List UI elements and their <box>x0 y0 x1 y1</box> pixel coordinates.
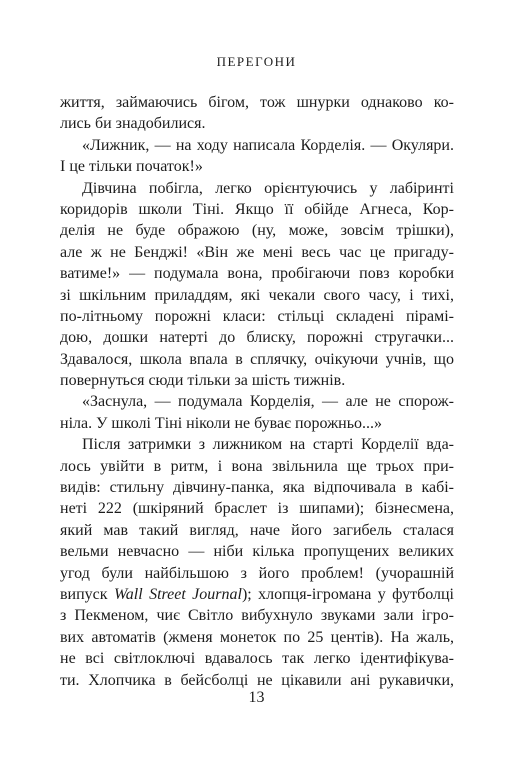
newspaper-title: Wall Street Journal <box>113 585 242 603</box>
text-line: ти. Хлопчика в бейсболці не цікавили ані рукавички, <box>60 671 454 689</box>
text-line: Після затримки з лижником на старті Корделії вда- <box>82 436 454 454</box>
text-line: не всі світлоключі вдавалось так легко ідентифікува- <box>60 650 454 668</box>
text-line: життя, займаючись бігом, тож шнурки однаково ко- <box>60 94 454 111</box>
text-line: коридорів школи Тіні. Якщо її обійде Агнеса, Кор- <box>60 200 454 218</box>
text-line: «Лижник, — на ходу написала Корделія. — Окуляри. <box>82 136 454 154</box>
text-line: Дівчина побігла, легко орієнтуючись у лабіринті <box>82 179 454 197</box>
text-line: неті 222 (шкіряний браслет із шипами); бізнесмена, <box>60 500 454 518</box>
text-line: ватиме!» — подумала вона, пробігаючи повз коробки <box>60 265 454 283</box>
text-line: ніла. У школі Тіні ніколи не буває порожньо...» <box>60 414 383 432</box>
text-line: Здавалося, школа впала в сплячку, очікуючи учнів, що <box>60 350 454 368</box>
text-line: вельми невчасно — ніби кілька пропущених великих <box>60 543 454 561</box>
text-line: угод були найбільшою з його проблем! (учорашній <box>60 564 454 582</box>
text-line: по-літньому порожні класи: стільці складені пірамі- <box>60 307 454 325</box>
text-line: делія не буде ображою (ну, може, зовсім трішки), <box>60 222 454 240</box>
text-line: «Заснула, — подумала Корделія, — але не спорож- <box>82 393 454 411</box>
text-line: дою, дошки натерті до блиску, порожні стругачки... <box>60 329 454 347</box>
text-line: вих автоматів (жменя монеток по 25 центів). На жаль, <box>60 628 454 646</box>
text-line: лись би знадобилися. <box>60 115 206 133</box>
text-line: але ж не Бенджі! «Він же мені весь час це пригаду- <box>60 243 454 261</box>
text-line: зі шкільним приладдям, які чекали свого часу, і тихі, <box>60 286 454 304</box>
text-line: з Пекменом, чиє Світло вибухнуло звуками зали ігро- <box>60 607 454 625</box>
text-line: видів: стильну дівчину-панка, яка відпочивала в кабі- <box>60 479 454 497</box>
running-header: ПЕРЕГОНИ <box>216 54 297 69</box>
text-line: повернуться сюди тільки за шість тижнів. <box>60 372 346 390</box>
text-line: який мав такий вигляд, наче його загибель сталася <box>60 521 454 539</box>
page-number: 13 <box>248 689 265 706</box>
text-line: випуск Wall Street Journal); хлопця-ігромана у футболці <box>60 585 454 603</box>
text-line: лось увійти в ритм, і вона звільнила ще трьох при- <box>60 457 454 475</box>
body-text <box>60 92 454 691</box>
text-line: І це тільки початок!» <box>60 158 203 176</box>
